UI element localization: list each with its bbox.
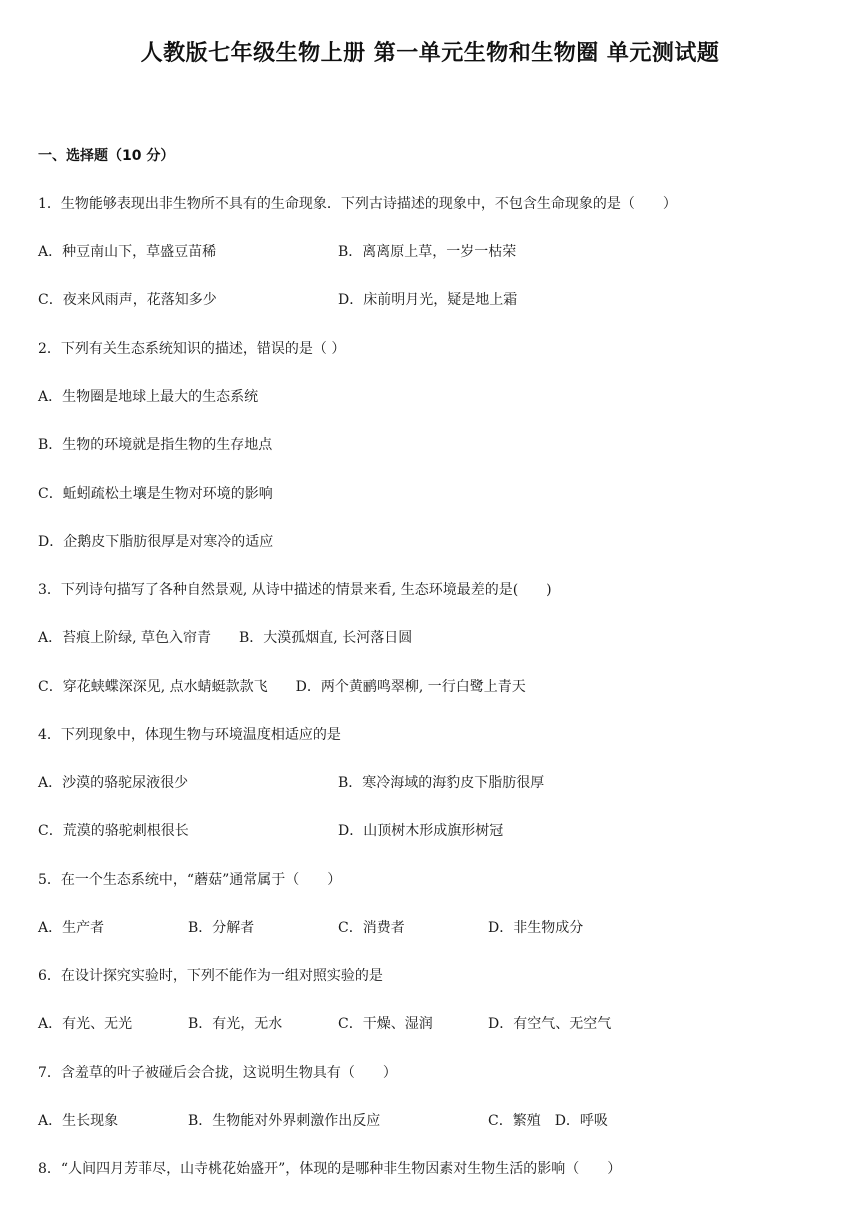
q1-option-d: D．床前明月光，疑是地上霜 [338, 292, 518, 308]
q4-option-a: A．沙漠的骆驼尿液很少 [38, 775, 189, 791]
question-2-stem: 2．下列有关生态系统知识的描述，错误的是（ ） [38, 341, 346, 357]
q4-option-d: D．山顶树木形成旗形树冠 [338, 823, 504, 839]
question-5-stem: 5．在一个生态系统中，“蘑菇”通常属于（ ） [38, 872, 342, 888]
q4-option-c: C．荒漠的骆驼刺根很长 [38, 823, 189, 839]
q6-option-c: C．干燥、湿润 [338, 1016, 433, 1032]
question-3-stem: 3．下列诗句描写了各种自然景观, 从诗中描述的情景来看, 生态环境最差的是( ) [38, 582, 552, 598]
q2-option-a: A．生物圈是地球上最大的生态系统 [38, 389, 259, 405]
q5-option-d: D．非生物成分 [488, 920, 584, 936]
question-8-stem: 8．“人间四月芳菲尽，山寺桃花始盛开”，体现的是哪种非生物因素对生物生活的影响（ ） [38, 1161, 622, 1177]
q6-option-d: D．有空气、无空气 [488, 1016, 612, 1032]
question-4-stem: 4．下列现象中，体现生物与环境温度相适应的是 [38, 727, 341, 743]
q5-option-c: C．消费者 [338, 920, 405, 936]
q2-option-b: B．生物的环境就是指生物的生存地点 [38, 437, 273, 453]
page-title: 人教版七年级生物上册 第一单元生物和生物圈 单元测试题 [140, 41, 720, 66]
q7-option-b: B．生物能对外界刺激作出反应 [188, 1113, 381, 1129]
q2-option-c: C．蚯蚓疏松土壤是生物对环境的影响 [38, 486, 273, 502]
q5-option-b: B．分解者 [188, 920, 255, 936]
section-heading: 一、选择题（10 分） [38, 148, 175, 164]
question-6-stem: 6．在设计探究实验时，下列不能作为一组对照实验的是 [38, 968, 383, 984]
q6-option-b: B．有光，无水 [188, 1016, 283, 1032]
q4-option-b: B．寒冷海域的海豹皮下脂肪很厚 [338, 775, 545, 791]
q3-options-ab: A．苔痕上阶绿, 草色入帘青 B．大漠孤烟直, 长河落日圆 [38, 630, 413, 646]
q3-options-cd: C．穿花蛱蝶深深见, 点水蜻蜓款款飞 D．两个黄鹂鸣翠柳, 一行白鹭上青天 [38, 679, 526, 695]
q1-option-c: C．夜来风雨声，花落知多少 [38, 292, 217, 308]
q1-option-a: A．种豆南山下，草盛豆苗稀 [38, 244, 217, 260]
question-7-stem: 7．含羞草的叶子被碰后会合拢，这说明生物具有（ ） [38, 1065, 397, 1081]
q5-option-a: A．生产者 [38, 920, 105, 936]
q1-option-b: B．离离原上草，一岁一枯荣 [338, 244, 517, 260]
q2-option-d: D．企鹅皮下脂肪很厚是对寒冷的适应 [38, 534, 274, 550]
q7-option-a: A．生长现象 [38, 1113, 119, 1129]
question-1-stem: 1．生物能够表现出非生物所不具有的生命现象．下列古诗描述的现象中，不包含生命现象的是（ ） [38, 196, 677, 212]
q6-option-a: A．有光、无光 [38, 1016, 133, 1032]
q7-options-cd: C．繁殖 D．呼吸 [488, 1113, 608, 1129]
